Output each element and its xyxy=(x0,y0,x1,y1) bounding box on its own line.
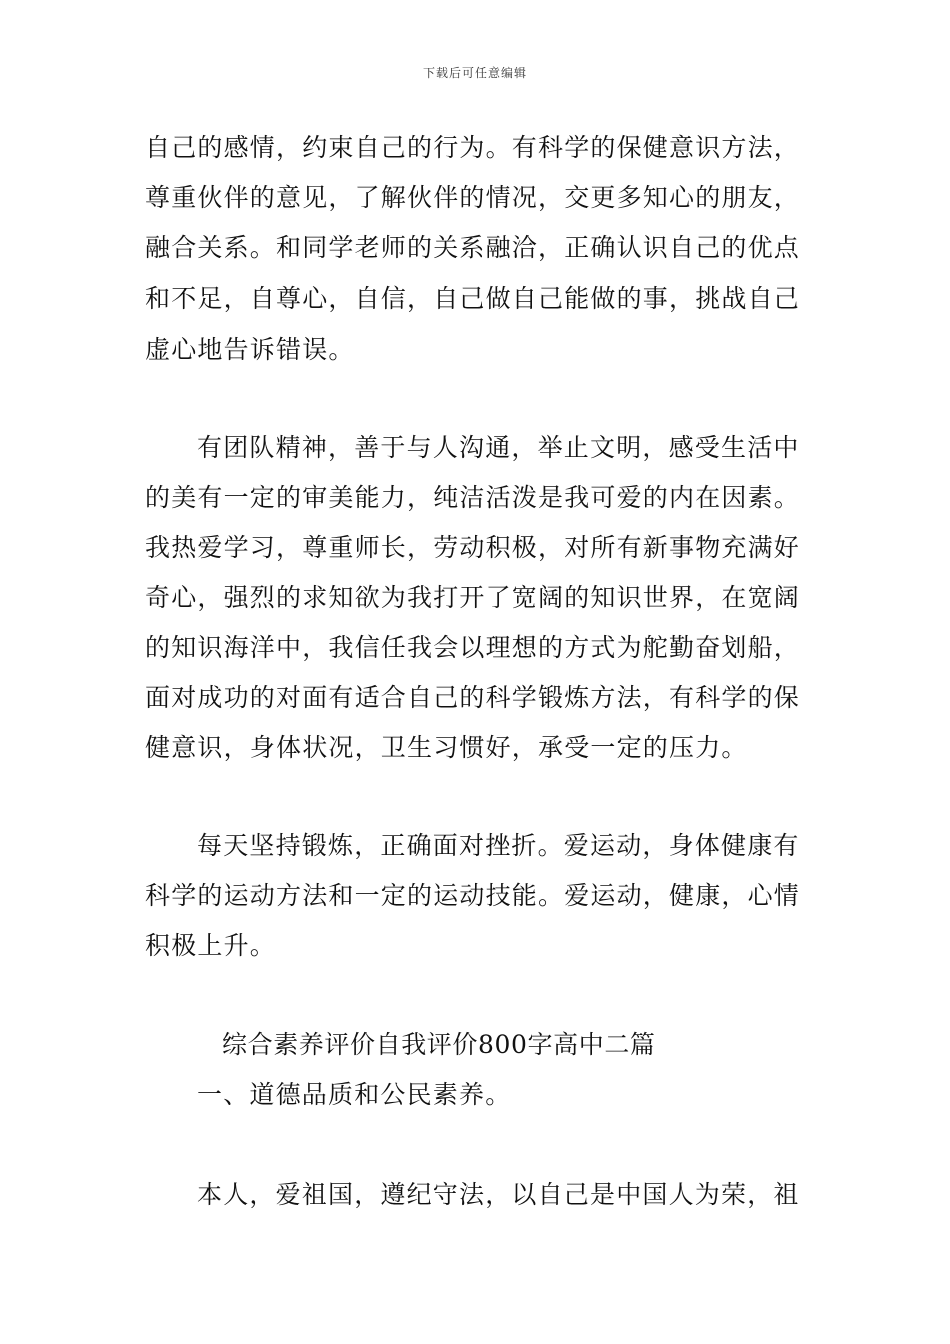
paragraph-2-line-1: 有团队精神，善于与人沟通，举止文明，感受生活中 xyxy=(197,433,800,462)
paragraph-2-line-4: 奇心，强烈的求知欲为我打开了宽阔的知识世界，在宽阔 xyxy=(145,583,801,612)
section-title: 综合素养评价自我评价800字高中二篇 xyxy=(222,1030,656,1059)
paragraph-1-line-4: 和不足，自尊心，自信，自己做自己能做的事，挑战自己 xyxy=(145,284,801,313)
paragraph-1-line-1: 自己的感情，约束自己的行为。有科学的保健意识方法， xyxy=(145,133,801,162)
paragraph-1-line-2: 尊重伙伴的意见，了解伙伴的情况，交更多知心的朋友， xyxy=(145,183,801,212)
paragraph-3-line-1: 每天坚持锻炼，正确面对挫折。爱运动，身体健康有 xyxy=(197,831,800,860)
paragraph-2-line-7: 健意识，身体状况，卫生习惯好，承受一定的压力。 xyxy=(145,733,748,762)
subheading: 一、道德品质和公民素养。 xyxy=(197,1080,512,1109)
paragraph-1-line-5: 虚心地告诉错误。 xyxy=(145,335,355,364)
paragraph-3-line-2: 科学的运动方法和一定的运动技能。爱运动，健康，心情 xyxy=(145,881,801,910)
paragraph-4-line-1: 本人，爱祖国，遵纪守法，以自己是中国人为荣，祖 xyxy=(197,1180,800,1209)
paragraph-3-line-3: 积极上升。 xyxy=(145,931,277,960)
paragraph-2-line-2: 的美有一定的审美能力，纯洁活泼是我可爱的内在因素。 xyxy=(145,483,801,512)
paragraph-2-line-6: 面对成功的对面有适合自己的科学锻炼方法，有科学的保 xyxy=(145,683,801,712)
paragraph-2-line-3: 我热爱学习，尊重师长，劳动积极，对所有新事物充满好 xyxy=(145,533,801,562)
paragraph-1-line-3: 融合关系。和同学老师的关系融洽，正确认识自己的优点 xyxy=(145,233,801,262)
paragraph-2-line-5: 的知识海洋中，我信任我会以理想的方式为舵勤奋划船， xyxy=(145,633,801,662)
page-header: 下载后可任意编辑 xyxy=(422,66,527,80)
